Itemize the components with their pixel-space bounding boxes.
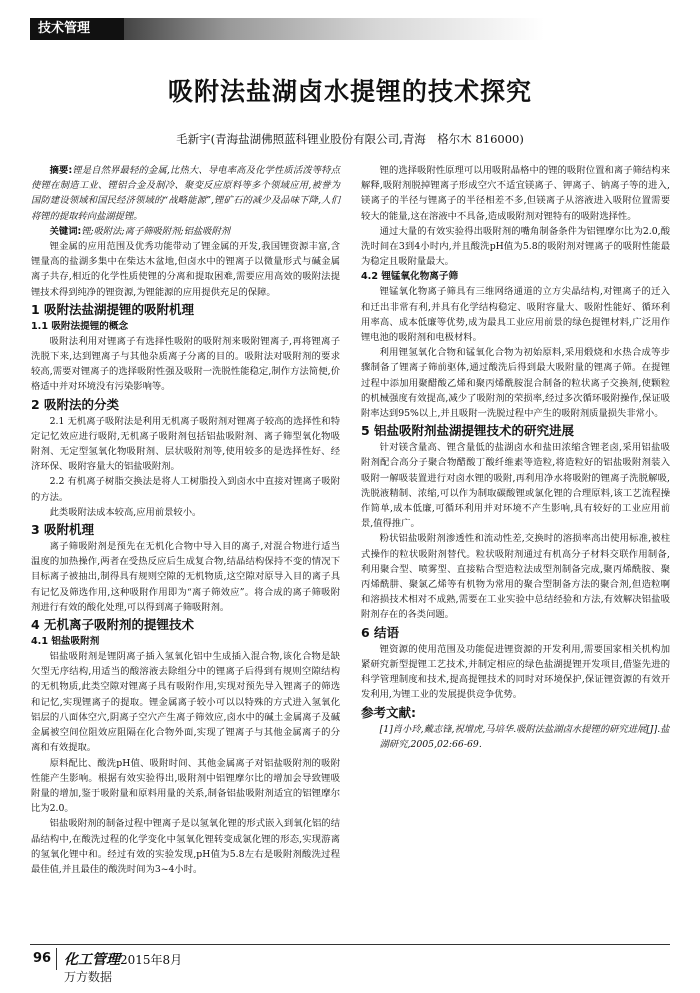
section-4-1-paragraph-3: 铝盐吸附剂的制备过程中锂离子是以氢氧化锂的形式嵌入到氧化铝的结晶结构中,在酸洗过程的化学变化中氢氧化锂转变成氯化锂的形态,实现游离的氢氧化锂中和。经过有效的实验发现,pH值为5.8左右是吸附剂酸洗过程最佳值,并且最佳的酸洗时间为3~4小时。: [31, 818, 340, 875]
section-4-heading: 4 无机离子吸附剂的提锂技术: [31, 617, 195, 633]
header-gradient-band: [124, 18, 544, 40]
section-5-paragraph-1: 针对镁含量高、锂含量低的盐湖卤水和盐田浓缩含锂老卤,采用铝盐吸附剂配合高分子聚合物醋酸丁酸纤维素等造粒,将造粒好的铝盐吸附剂装入吸附一解吸装置进行对卤水锂的吸附,再利用净水将吸附的锂离子洗脱解吸,洗脱液精制、浓缩,可以作为制取碳酸锂或氯化锂的合理原料,该工艺流程操作简单,成本低廉,可循环利用并对环境不产生影响,具有较好的工业应用前景,值得推广。: [361, 442, 670, 530]
footer-separator: [56, 948, 57, 970]
right-column: [361, 163, 670, 752]
watermark: 万方数据: [64, 970, 113, 984]
section-header: [30, 18, 670, 40]
section-6-text: 锂资源的使用范围及功能促进锂资源的开发利用,需要国家相关机构加紧研究新型提锂工艺技术,并制定相应的绿色盐湖提锂开发项目,借鉴先进的科学管理制度和技术,提高提锂技术的同时对环境保护,保证锂资源的有效开发利用,为锂工业的发展提供竞争优势。: [361, 643, 670, 701]
section-4-1-paragraph-1: 铝盐吸附剂是锂阴离子插入氢氧化铝中生成插入混合物,该化合物是缺欠型无序结构,用适当的酸溶液去除组分中的锂离子后得到有规则空隙结构的无机物质,此类空隙对锂离子具有吸附作用,实现对预先导入锂离子的筛选和记忆,实现锂离子的提取。锂金属离子较小可以以特殊的方式进入氢氧化铝层的八面体空穴,阴离子空穴产生离子筛效应,卤水中的碱土金属离子及碱金属被空间位阻效应阻隔在化合物外面,实现了锂离子与其他金属离子的分离和有效提取。: [31, 651, 340, 754]
section-4-2-paragraph-1: 锂锰氧化物离子筛具有三维网络通道的立方尖晶结构,对锂离子的迁入和迁出非常有利,并具有化学结构稳定、吸附容量大、吸附性能好、循环利用率高、成本低廉等优势,成为最具工业应用前景的绿色提锂材料,广泛用作锂电池的吸附剂和电极材料。: [361, 286, 670, 344]
page-number: 96: [33, 951, 52, 966]
section-1-heading: 1 吸附法盐湖提锂的吸附机理: [31, 301, 195, 317]
section-5-paragraph-2: 粉状铝盐吸附剂渗透性和流动性差,交换时的溶损率高出使用标准,被柱式操作的粒状吸附剂替代。粒状吸附剂通过有机高分子材料交联作用制备,利用聚合型、喷雾型、直接粘合型造粒法成型剂制备完成,聚丙烯酰胺、聚丙烯酰肼、聚氯乙烯等有机物为常用的聚合型制备方法的聚合剂,但造粒啊和溶损技术相对不成熟,需要在工业实验中总结经验和方法,有效解决铝盐吸附剂存在的各类问题。: [361, 533, 670, 621]
section-2-paragraph-3: 此类吸附法成本较高,应用前景较小。: [49, 506, 202, 518]
abstract: [31, 163, 340, 224]
issue-date: 2015年8月: [120, 953, 183, 967]
reference-item: [1]肖小玲,戴志锋,祝增虎,马培华.吸附法盐湖卤水提锂的研究进展[J].盐湖研究,2005,02:66-69.: [379, 723, 670, 750]
left-column: [31, 163, 340, 877]
section-5-heading: 5 铝盐吸附剂盐湖提锂技术的研究进展: [361, 423, 575, 439]
references-heading: 参考文献:: [361, 704, 416, 720]
section-2-heading: 2 吸附法的分类: [31, 396, 120, 412]
section-4-1-paragraph-5: 通过大量的有效实验得出吸附剂的嘴角制备条件为铝锂摩尔比为2.0,酸洗时间在3到4小时内,并且酸洗pH值为5.8的吸附剂对锂离子的吸附性能最为稳定且吸附量最大。: [361, 225, 670, 268]
intro-paragraph: 锂金属的应用范围及优秀功能带动了锂金属的开发,我国锂资源丰富,含锂量高的盐湖多集中在柴达木盆地,但卤水中的锂离子以微量形式与碱金属离子共存,相近的化学性质使锂的分离和提取困难,需要应用高效的吸附法提锂技术得到纯净的锂资源,为锂能源的应用提供充足的保障。: [31, 241, 340, 298]
section-2-paragraph-1: 2.1 无机离子吸附法是利用无机离子吸附剂对锂离子较高的选择性和特定记忆效应进行吸附,无机离子吸附剂包括铝盐吸附剂、离子筛型氧化物吸附剂、无定型氢氧化物吸附剂、层状吸附剂等,使用较多的是选择性好、经济环保、吸附容量大的铝盐吸附剂。: [31, 415, 340, 473]
section-4-1-paragraph-2: 原料配比、酸洗pH值、吸附时间、其他金属离子对铝盐吸附剂的吸附性能产生影响。根据有效实验得出,吸附剂中铝锂摩尔比的增加会导致锂吸附量的增加,鉴于吸附量和原料用量的关系,制备铝盐吸附剂适宜的铝锂摩尔比为2.0。: [31, 757, 340, 815]
section-1-1-heading: 1.1 吸附法提锂的概念: [31, 320, 129, 332]
section-tag: 技术管理: [30, 18, 124, 40]
section-1-1-text: 吸附法利用对锂离子有选择性吸附的吸附剂来吸附锂离子,再将锂离子洗脱下来,达到锂离子与其他杂质离子分离的目的。吸附法对吸附剂的要求较高,需要对锂离子的选择吸附性强及吸附一洗脱性能稳定,制作方法简便,价格适中并对环境没有污染影响等。: [31, 335, 340, 393]
section-2-paragraph-2: 2.2 有机离子树脂交换法是将人工树脂投入到卤水中直接对锂离子吸附的方法。: [31, 476, 340, 503]
section-4-2-heading: 4.2 锂锰氧化物离子筛: [361, 271, 459, 283]
section-6-heading: 6 结语: [361, 624, 400, 640]
keywords-text: 锂;吸附法;离子筛吸附剂;铝盐吸附剂: [81, 225, 231, 237]
footer-divider: [30, 944, 670, 945]
abstract-text: 锂是自然界最轻的金属,比热大、导电率高及化学性质活泼等特点使锂在制造工业、锂铝合金及制冷、聚变反应原料等多个领域应用,被誉为国防建设领域和国民经济领域的“战略能源”,锂矿石的减少及品味下降,人们将锂的提取转向盐湖提锂。: [31, 165, 340, 222]
keywords-label: 关键词:: [49, 225, 82, 237]
author-affiliation: 毛新宇(青海盐湖佛照蓝科锂业股份有限公司,青海 格尔木 816000): [176, 132, 524, 146]
section-3-heading: 3 吸附机理: [31, 522, 95, 538]
section-4-1-heading: 4.1 铝盐吸附剂: [31, 636, 100, 648]
section-3-text: 离子筛吸附剂是预先在无机化合物中导入目的离子,对混合物进行适当温度的加热操作,两者在受热反应后生成复合物,结晶结构保持不变的情况下目标离子被抽出,制得具有规则空隙的无机物质,这空隙对原导入目的离子具有记忆及筛选作用,这种吸附作用即为“离子筛效应”。将合成的离子筛吸附剂进行有效的酸化处理,可以得到离子筛吸附剂。: [31, 541, 340, 613]
section-4-2-paragraph-2: 利用锂氢氧化合物和锰氧化合物为初始原料,采用煅烧和水热合成等步骤制备了锂离子筛前驱体,通过酸洗后得到最大吸附量的锂离子筛。在提锂过程中添加用聚醋酸乙烯和聚丙烯酰胺混合制备的粒状离子交换剂,使颗粒的机械强度有效提高,减少了吸附剂的荣损率,经过多次循环吸附操作,保证吸附率达到95%以上,并且吸附一洗脱过程中产生的吸附剂质量损失非常小。: [361, 347, 670, 420]
abstract-label: 摘要:: [49, 165, 73, 176]
journal-logo: 化工管理: [64, 952, 120, 968]
keywords: [31, 224, 340, 239]
section-4-1-paragraph-4: 锂的选择吸附性原理可以用吸附晶格中的锂的吸附位置和离子筛结构来解释,吸附剂脱掉锂离子形成空穴不适宜镁离子、钾离子、钠离子等的进入,镁离子的半径与锂离子的半径相差不多,但镁离子从溶液进入吸附位置需要较大的能量,这在溶液中不具备,造成吸附剂对锂特有的吸附选择性。: [361, 165, 670, 222]
article-title: 吸附法盐湖卤水提锂的技术探究: [167, 77, 532, 106]
